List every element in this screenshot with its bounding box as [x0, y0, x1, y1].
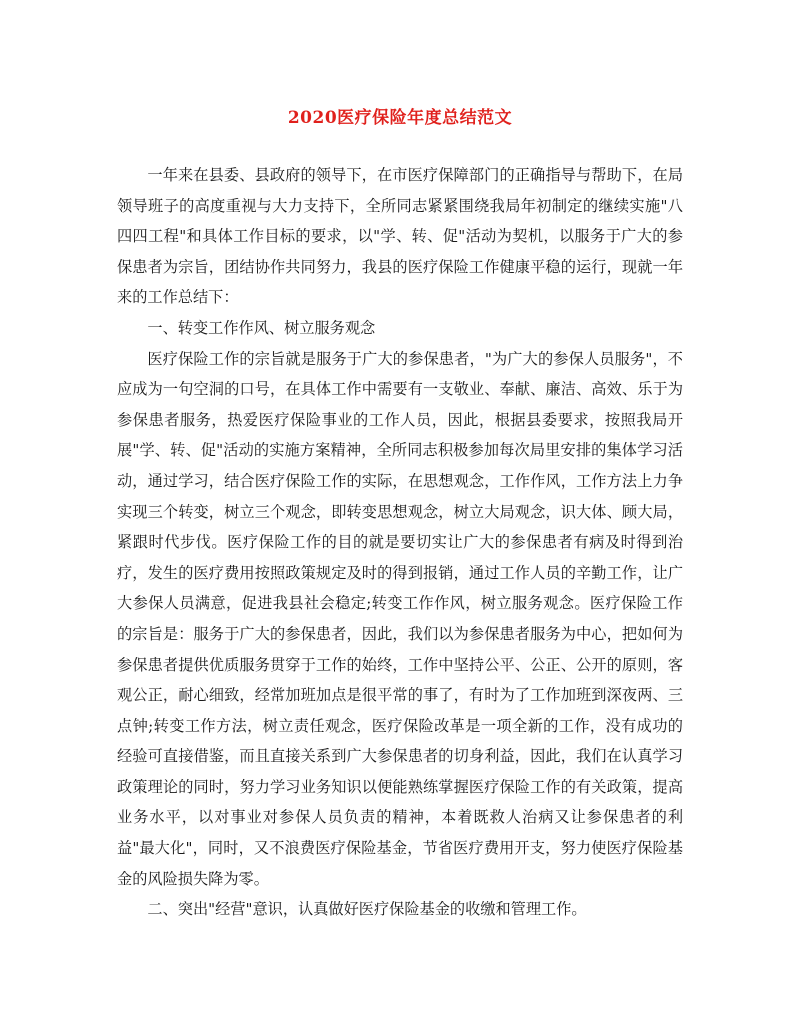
section-heading-2: 二、突出"经营"意识，认真做好医疗保险基金的收缴和管理工作。 — [147, 900, 587, 919]
document-title: 2020医疗保险年度总结范文 — [287, 108, 513, 128]
document-body — [117, 160, 683, 925]
section-1-paragraph: 医疗保险工作的宗旨就是服务于广大的参保患者，"为广大的参保人员服务"，不应成为一句空洞的口号，在具体工作中需要有一支敬业、奉献、廉洁、高效、乐于为参保患者服务，热爱医疗保险事业的工作人员，因此，根据县委要求，按照我局开展"学、转、促"活动的实施方案精神，全所同志积极参加每次局里安排的集体学习活动，通过学习，结合医疗保险工作的实际，在思想观念，工作作风，工作方法上力争实现三个转变，树立三个观念，即转变思想观念，树立大局观念，识大体、顾大局，紧跟时代步伐。医疗保险工作的目的就是要切实让广大的参保患者有病及时得到治疗，发生的医疗费用按照政策规定及时的得到报销，通过工作人员的辛勤工作，让广大参保人员满意，促进我县社会稳定;转变工作作风，树立服务观念。医疗保险工作的宗旨是：服务于广大的参保患者，因此，我们以为参保患者服务为中心，把如何为参保患者提供优质服务贯穿于工作的始终，工作中坚持公平、公正、公开的原则，客观公正，耐心细致，经常加班加点是很平常的事了，有时为了工作加班到深夜两、三点钟;转变工作方法，树立责任观念，医疗保险改革是一项全新的工作，没有成功的经验可直接借鉴，而且直接关系到广大参保患者的切身利益，因此，我们在认真学习政策理论的同时，努力学习业务知识以便能熟练掌握医疗保险工作的有关政策，提高业务水平，以对事业对参保人员负责的精神，本着既救人治病又让参保患者的利益"最大化"，同时，又不浪费医疗保险基金，节省医疗费用开支，努力使医疗保险基金的风险损失降为零。 — [117, 349, 683, 888]
intro-paragraph: 一年来在县委、县政府的领导下，在市医疗保障部门的正确指导与帮助下，在局领导班子的高度重视与大力支持下，全所同志紧紧围绕我局年初制定的继续实施"八四四工程"和具体工作目标的要求，以"学、转、促"活动为契机，以服务于广大的参保患者为宗旨，团结协作共同努力，我县的医疗保险工作健康平稳的运行，现就一年来的工作总结下： — [117, 166, 683, 307]
section-heading-1: 一、转变工作作风、树立服务观念 — [147, 318, 376, 337]
